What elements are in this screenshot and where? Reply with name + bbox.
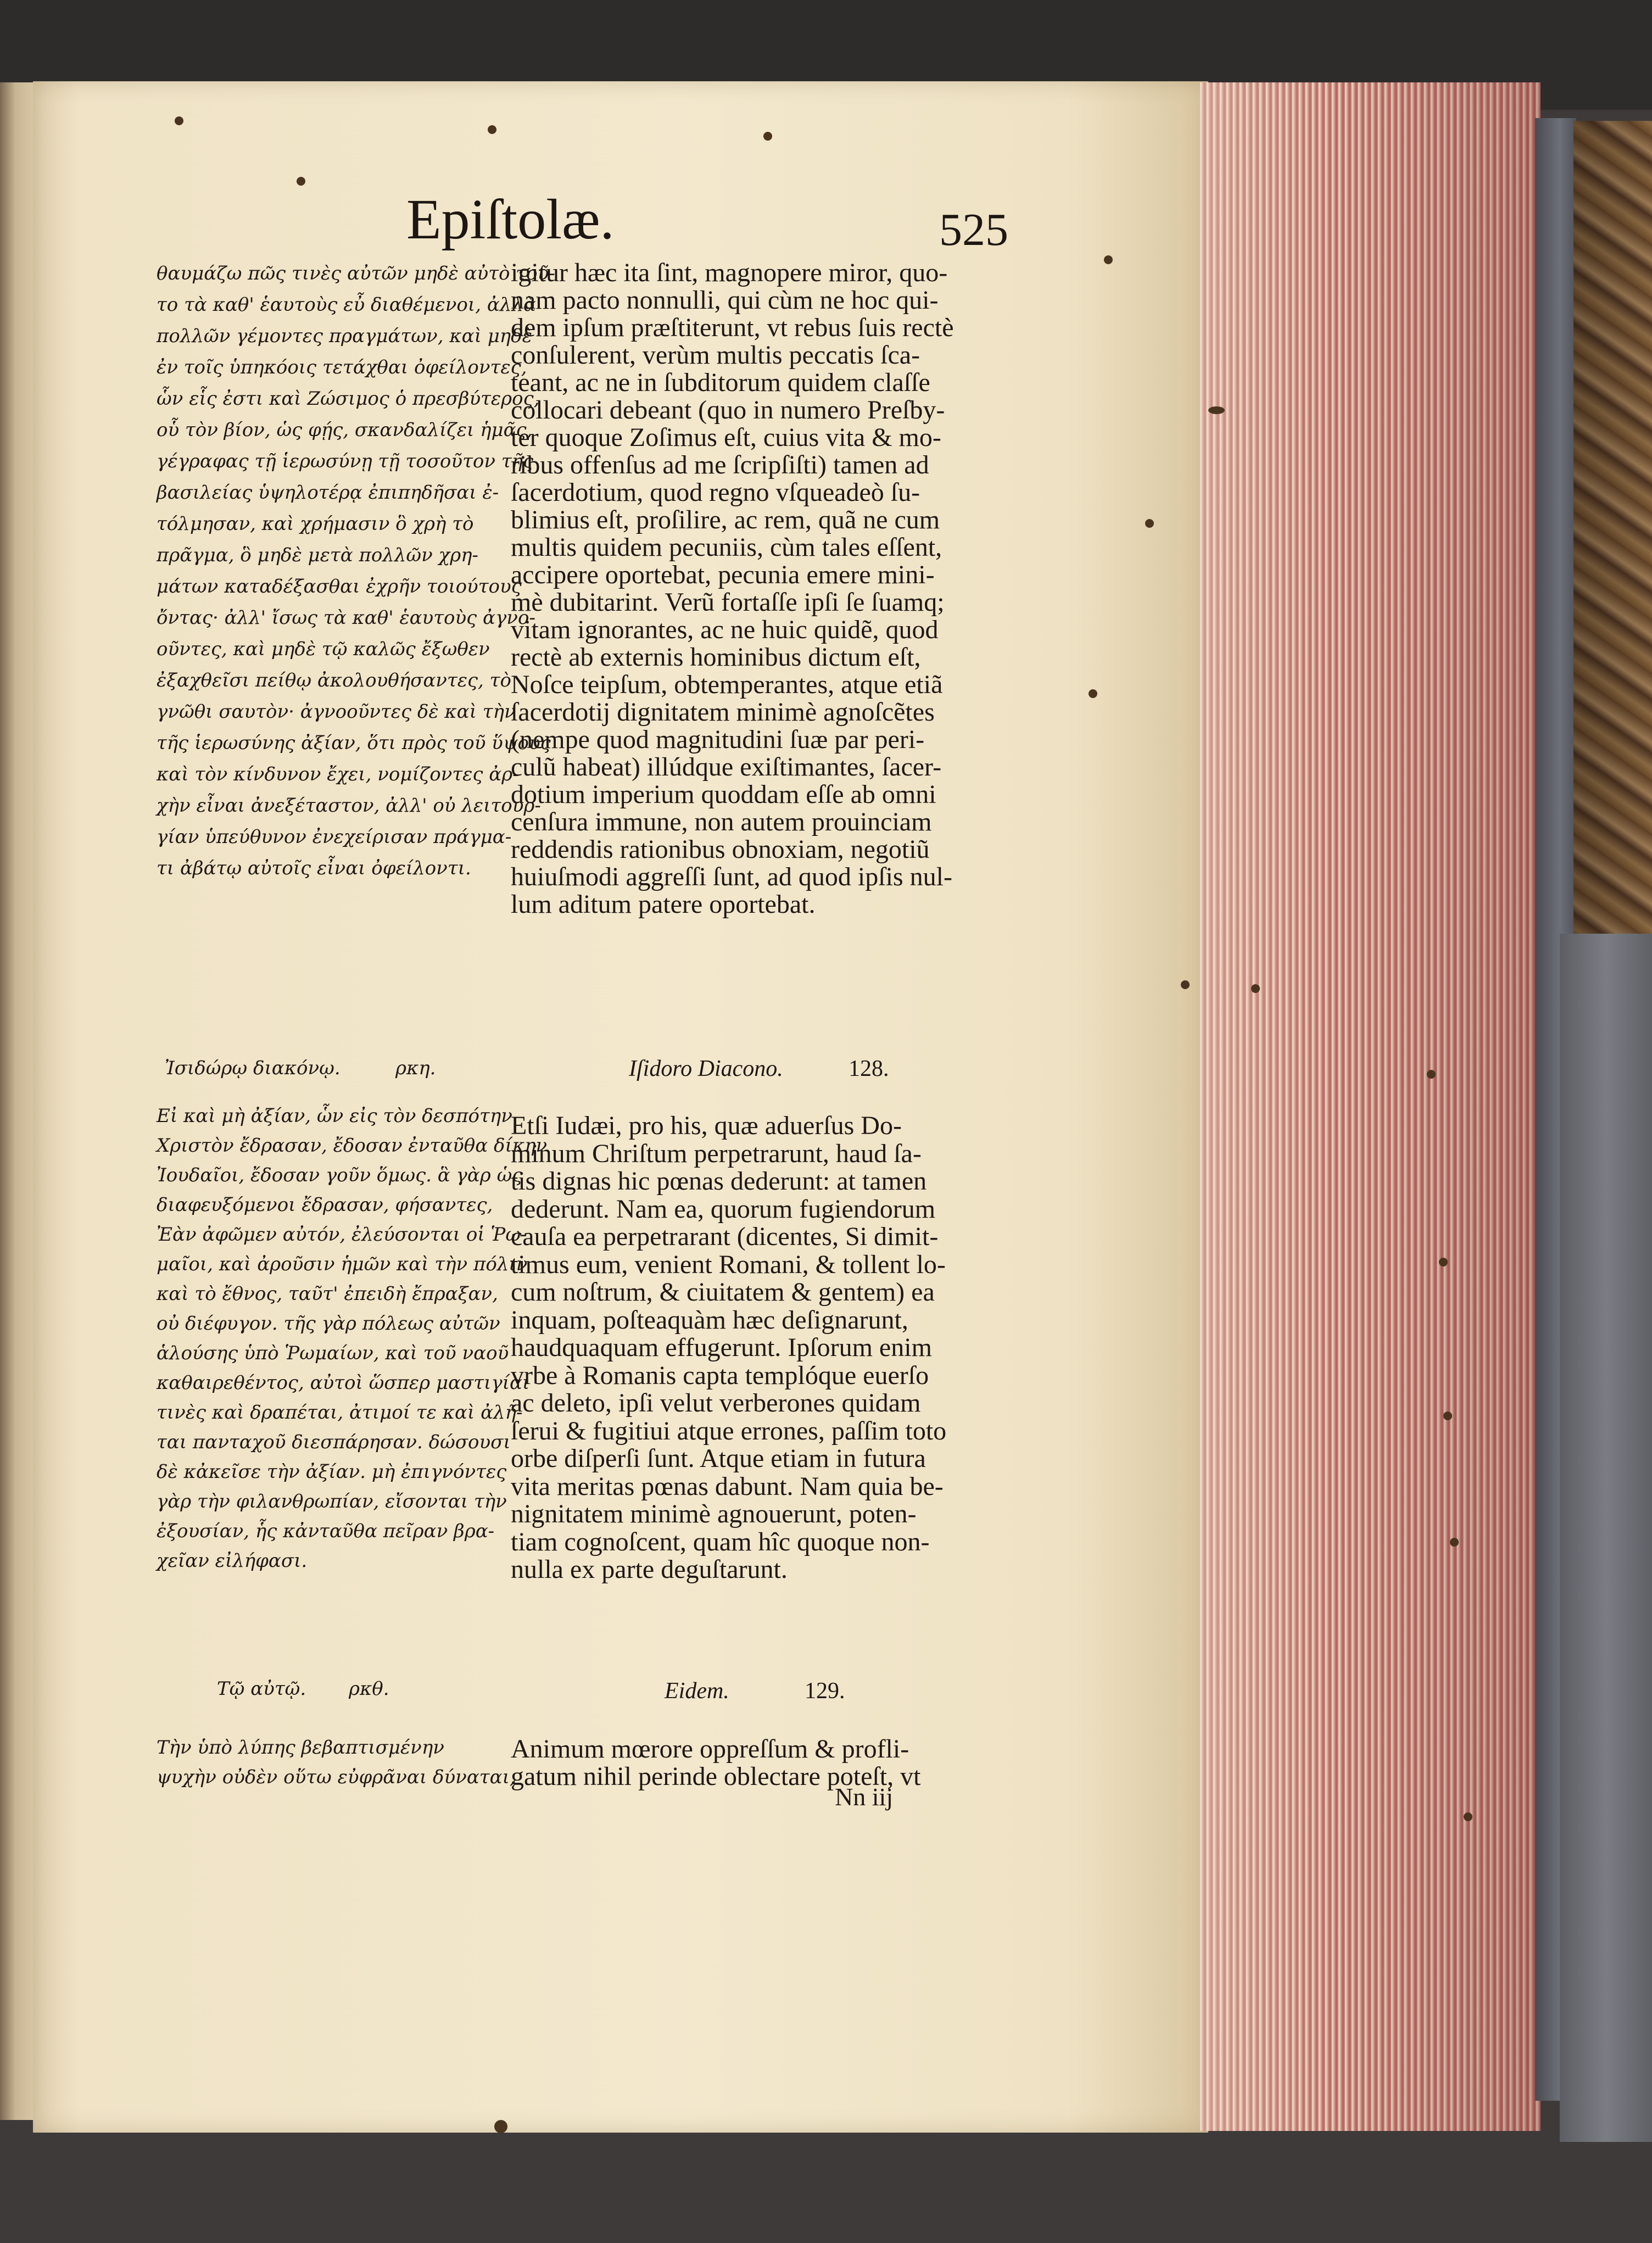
latin-line: gatum nihil perinde oblectare poteſt, vt — [511, 1762, 921, 1791]
latin-line: vrbe à Romanis capta templóque euerſo — [511, 1360, 929, 1390]
greek-line: καὶ τὸ ἔθνος, ταῦτ' ἐπειδὴ ἔπραξαν, — [157, 1283, 498, 1305]
latin-letter-heading-128: Iſidoro Diacono. — [629, 1056, 783, 1081]
greek-line: γέγραφας τῇ ἱερωσύνῃ τῇ τοσοῦτον τῆς — [157, 450, 534, 472]
greek-line: ἐξουσίαν, ἧς κἀνταῦθα πεῖραν βρα- — [157, 1520, 495, 1542]
worm-hole — [763, 132, 772, 141]
latin-line: cenſura immune, non autem prouinciam — [511, 807, 932, 836]
latin-line: rectè ab externis hominibus dictum eſt, — [511, 643, 921, 672]
latin-text-block-2 — [511, 1112, 1005, 1584]
latin-line: (nempe quod magnitudini ſuæ par peri- — [511, 725, 925, 754]
greek-line: βασιλείας ὑψηλοτέρᾳ ἐπιπηδῆσαι ἐ- — [157, 482, 499, 504]
latin-line: collocari debeant (quo in numero Preſby- — [511, 395, 945, 425]
fore-edge-shading — [1200, 82, 1541, 2131]
greek-line: ψυχὴν οὐδὲν οὕτω εὐφρᾶναι δύναται, — [157, 1766, 516, 1788]
latin-line: accipere oportebat, pecunia emere mini- — [511, 560, 935, 589]
latin-line: ſerui & fugitiui atque errones, paſſim toto — [511, 1416, 947, 1446]
worm-hole — [297, 177, 305, 186]
running-head: Epiſtolæ. — [406, 188, 615, 251]
latin-line: dem ipſum præſtiterunt, vt rebus ſuis rectè — [511, 313, 954, 342]
latin-line: cauſa ea perpetrarant (dicentes, Si dimit- — [511, 1222, 939, 1251]
greek-line: χὴν εἶναι ἀνεξέταστον, ἀλλ' οὐ λειτουρ- — [157, 795, 541, 817]
worm-hole — [1181, 980, 1190, 989]
worm-hole — [1089, 689, 1097, 698]
worm-hole — [1145, 519, 1154, 528]
latin-line: minum Chriſtum perpetrarunt, haud ſa- — [511, 1139, 922, 1168]
greek-line: δὲ κἀκεῖσε τὴν ἀξίαν. μὴ ἐπιγνόντες — [157, 1461, 507, 1483]
latin-line: cum noſtrum, & ciuitatem & gentem) ea — [511, 1277, 935, 1307]
latin-line: teant, ac ne in ſubditorum quidem claſſe — [511, 368, 930, 397]
greek-line: ἐξαχθεῖσι πείθῳ ἀκολουθήσαντες, τὸ — [157, 669, 511, 691]
latin-line: lum aditum patere oportebat. — [511, 890, 816, 919]
latin-line: multis quidem pecuniis, cùm tales eſſent, — [511, 533, 942, 562]
greek-line: το τὰ καθ' ἑαυτοὺς εὖ διαθέμενοι, ἀλλὰ — [157, 294, 536, 316]
latin-line: vitam ignorantes, ac ne huic quidẽ, quod — [511, 615, 939, 644]
greek-line: ἐν τοῖς ὑπηκόοις τετάχθαι ὀφείλοντες, — [157, 356, 527, 378]
greek-line: ὧν εἷς ἐστι καὶ Ζώσιμος ὁ πρεσβύτερος, — [157, 388, 540, 410]
latin-line: nignitatem minimè agnouerunt, poten- — [511, 1499, 917, 1528]
latin-line: ſacerdotij dignitatem minimè agnoſcẽtes — [511, 698, 935, 727]
greek-line: οῦντες, καὶ μηδὲ τῷ καλῶς ἔξωθεν — [157, 638, 490, 660]
latin-line: huiuſmodi aggreſſi ſunt, ad quod ipſis nul- — [511, 862, 952, 891]
greek-line: Εἰ καὶ μὴ ἀξίαν, ὧν εἰς τὸν δεσπότην — [157, 1105, 512, 1127]
latin-letter-heading-129: Eidem. — [665, 1678, 729, 1704]
latin-line: haudquaquam effugerunt. Ipſorum enim — [511, 1333, 932, 1362]
latin-line: ſacerdotium, quod regno vſqueadeò ſu- — [511, 478, 920, 507]
worm-hole — [1208, 406, 1225, 414]
greek-line: Τὴν ὑπὸ λύπης βεβαπτισμένην — [157, 1737, 444, 1759]
latin-line: mè dubitarint. Verũ fortaſſe ipſi ſe ſuamq; — [511, 588, 945, 617]
greek-line: τῆς ἱερωσύνης ἀξίαν, ὅτι πρὸς τοῦ ὕψους — [157, 732, 551, 754]
latin-letter-number-129: 129. — [805, 1678, 845, 1704]
latin-line: culũ habeat) illúdque exiſtimantes, ſacer- — [511, 752, 942, 782]
greek-line: Ἰουδαῖοι, ἔδοσαν γοῦν ὅμως. ἃ γὰρ ὡς — [157, 1164, 523, 1186]
greek-letter-number-128: ρκη. — [395, 1057, 436, 1079]
greek-line: οὐ διέφυγον. τῆς γὰρ πόλεως αὐτῶν — [157, 1313, 500, 1335]
greek-line: μάτων καταδέξασθαι ἐχρῆν τοιούτους — [157, 576, 522, 598]
greek-letter-number-129: ρκθ. — [349, 1678, 389, 1700]
greek-line: διαφευξόμενοι ἔδρασαν, φήσαντες, — [157, 1194, 493, 1216]
greek-line: θαυμάζω πῶς τινὲς αὐτῶν μηδὲ αὐτὸ τοῦ- — [157, 263, 555, 284]
facing-page-edge — [0, 82, 34, 2120]
greek-line: πολλῶν γέμοντες πραγμάτων, καὶ μηδὲ — [157, 325, 532, 347]
worm-hole — [1104, 255, 1113, 264]
greek-letter-heading-128: Ἰσιδώρῳ διακόνῳ. — [165, 1057, 341, 1079]
greek-line: ται πανταχοῦ διεσπάρησαν. δώσουσι — [157, 1431, 511, 1453]
greek-text-block-2 — [157, 1101, 548, 1576]
latin-line: ac deleto, ipſi velut verberones quidam — [511, 1388, 921, 1418]
latin-line: Etſi Iudæi, pro his, quæ aduerſus Do- — [511, 1111, 902, 1140]
greek-line: χεῖαν εἰλήφασι. — [157, 1550, 308, 1572]
latin-line: vita meritas pœnas dabunt. Nam quia be- — [511, 1471, 944, 1501]
cover-cloth — [1560, 934, 1652, 2142]
latin-line: tiam cognoſcent, quam hîc quoque non- — [511, 1527, 930, 1556]
latin-text-block-1 — [511, 259, 1005, 918]
greek-letter-heading-129: Τῷ αὐτῷ. — [217, 1678, 306, 1700]
latin-line: nulla ex parte deguſtarunt. — [511, 1555, 788, 1584]
greek-text-block-3 — [157, 1733, 516, 1792]
greek-line: οὗ τὸν βίον, ὡς φῄς, σκανδαλίζει ἡμᾶς, — [157, 419, 533, 441]
greek-line: ὄντας· ἀλλ' ἴσως τὰ καθ' ἑαυτοὺς ἀγνο- — [157, 607, 535, 629]
worm-hole — [1251, 984, 1260, 993]
worm-hole — [1464, 1812, 1472, 1821]
greek-text-block-1 — [157, 258, 555, 884]
worm-hole — [175, 116, 183, 125]
greek-line: μαῖοι, καὶ ἀροῦσιν ἡμῶν καὶ τὴν πόλιν — [157, 1253, 528, 1275]
greek-line: γνῶθι σαυτὸν· ἀγνοοῦντες δὲ καὶ τὴν — [157, 701, 516, 723]
worm-hole — [488, 125, 496, 134]
worm-hole — [494, 2120, 507, 2133]
greek-line: καὶ τὸν κίνδυνον ἔχει, νομίζοντες ἀρ- — [157, 763, 519, 785]
latin-line: igitur hæc ita ſint, magnopere miror, quo- — [511, 258, 948, 287]
latin-line: ribus offenſus ad me ſcripſiſti) tamen ad — [511, 450, 929, 479]
greek-line: τινὲς καὶ δραπέται, ἀτιμοί τε καὶ ἀλῆ- — [157, 1402, 523, 1424]
latin-letter-number-128: 128. — [849, 1056, 889, 1081]
latin-line: Noſce teipſum, obtemperantes, atque etiã — [511, 670, 943, 699]
worm-hole — [1450, 1538, 1459, 1547]
greek-line: τι ἀβάτῳ αὐτοῖς εἶναι ὀφείλοντι. — [157, 857, 471, 879]
page-number: 525 — [939, 204, 1008, 255]
greek-line: γίαν ὑπεύθυνον ἐνεχείρισαν πράγμα- — [157, 826, 512, 848]
latin-line: tis dignas hic pœnas dederunt: at tamen — [511, 1167, 927, 1196]
latin-line: Animum mœrore oppreſſum & profli- — [511, 1734, 909, 1764]
latin-line: dotium imperium quoddam eſſe ab omni — [511, 780, 936, 809]
latin-line: dederunt. Nam ea, quorum fugiendorum — [511, 1194, 936, 1224]
latin-line: ter quoque Zoſimus eſt, cuius vita & mo- — [511, 423, 941, 452]
greek-line: ἁλούσης ὑπὸ Ῥωμαίων, καὶ τοῦ ναοῦ — [157, 1342, 509, 1364]
worm-hole — [1427, 1070, 1436, 1079]
latin-line: nam pacto nonnulli, qui cùm ne hoc qui- — [511, 286, 939, 315]
latin-text-block-3 — [511, 1736, 1005, 1790]
greek-line: Ἐὰν ἀφῶμεν αὐτόν, ἐλεύσονται οἱ Ῥω- — [157, 1224, 527, 1246]
greek-line: τόλμησαν, καὶ χρήμασιν ὃ χρὴ τὸ — [157, 513, 474, 535]
latin-line: blimius eſt, proſilire, ac rem, quã ne cum — [511, 505, 940, 534]
worm-hole — [1443, 1411, 1452, 1420]
signature-mark: Nn iij — [835, 1783, 894, 1811]
latin-line: inquam, poſteaquàm hæc deſignarunt, — [511, 1305, 908, 1335]
greek-line: Χριστὸν ἔδρασαν, ἔδοσαν ἐνταῦθα δίκην — [157, 1135, 548, 1157]
latin-line: conſulerent, verùm multis peccatis ſca- — [511, 341, 920, 370]
latin-line: timus eum, venient Romani, & tollent lo- — [511, 1249, 946, 1279]
greek-line: πρᾶγμα, ὃ μηδὲ μετὰ πολλῶν χρη- — [157, 544, 479, 566]
greek-line: γὰρ τὴν φιλανθρωπίαν, εἴσονται τὴν — [157, 1491, 507, 1513]
latin-line: reddendis rationibus obnoxiam, negotiũ — [511, 835, 930, 864]
greek-line: καθαιρεθέντος, αὐτοὶ ὥσπερ μαστιγίαι — [157, 1372, 530, 1394]
latin-line: orbe diſperſi ſunt. Atque etiam in futura — [511, 1444, 926, 1473]
worm-hole — [1439, 1258, 1448, 1266]
